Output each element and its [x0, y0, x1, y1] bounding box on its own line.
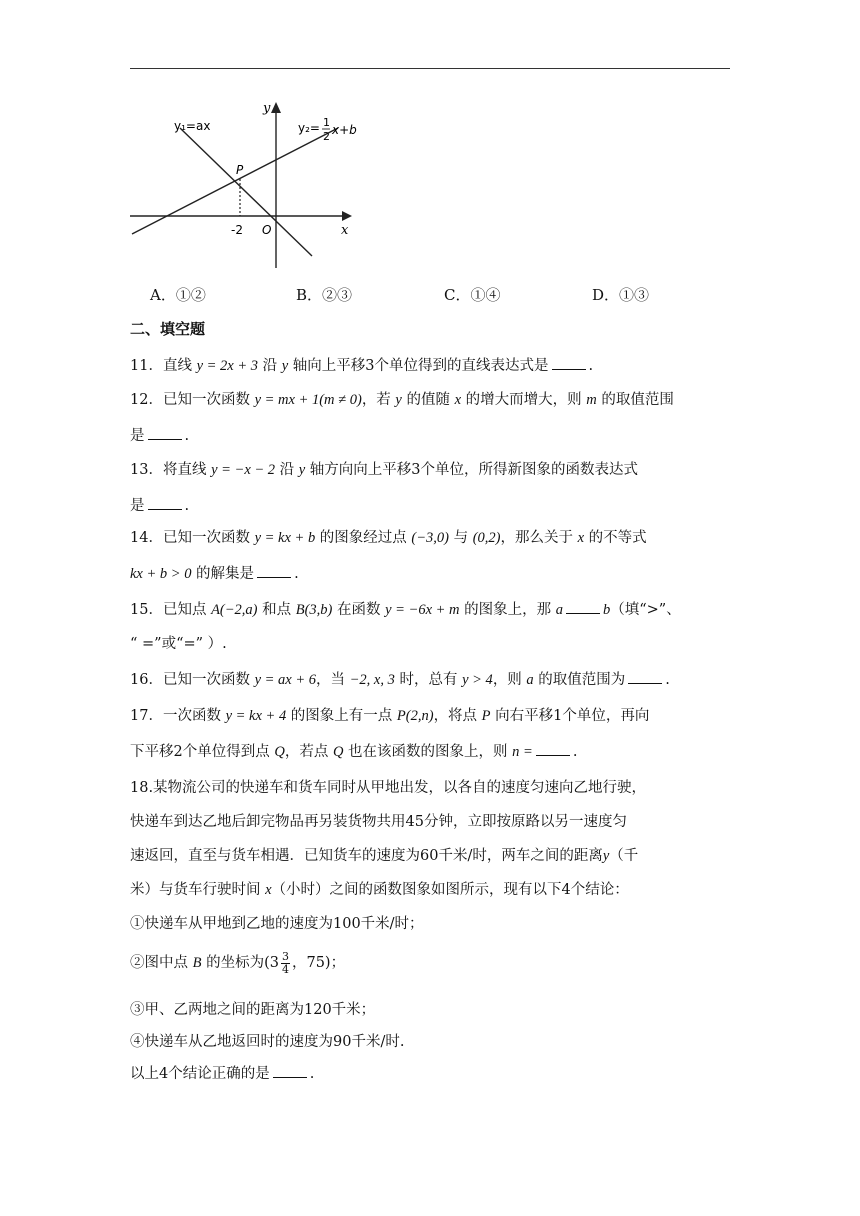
- choice-d[interactable]: D．①③: [592, 286, 650, 304]
- question-17-line-2: 下平移2个单位得到点 Q，若点 Q 也在该函数的图象上，则 n = .: [130, 744, 578, 760]
- y2-label-suffix: x+b: [332, 123, 357, 137]
- answer-blank[interactable]: [566, 601, 600, 614]
- question-14-line-2: kx + b > 0 的解集是 .: [130, 566, 299, 582]
- point-p-label: P: [236, 163, 244, 177]
- tick-neg2-label: -2: [231, 223, 243, 237]
- line-y2: [132, 128, 338, 234]
- choice-c[interactable]: C．①④: [444, 286, 501, 304]
- question-12-line-2: 是 .: [130, 428, 190, 444]
- choice-a[interactable]: A．①②: [150, 286, 206, 304]
- answer-choices: [0, 284, 860, 308]
- answer-blank[interactable]: [148, 427, 182, 440]
- question-15-line-2: “ =”或“=” ）.: [130, 636, 227, 652]
- x-axis-label: x: [341, 223, 349, 238]
- fraction-three-quarters: $\frac{3}{4}$: [281, 949, 289, 976]
- section-title: 二、填空题: [130, 320, 206, 338]
- function-graph: [126, 92, 366, 272]
- choice-b[interactable]: B．②③: [296, 286, 353, 304]
- y2-label-frac-num: 1: [323, 116, 330, 129]
- header-rule: [130, 68, 730, 69]
- y2-label-frac-den: 2: [323, 130, 330, 143]
- question-18-line-3: 速返回，直至与货车相遇．已知货车的速度为60千米/时，两车之间的距离y（千: [130, 848, 639, 864]
- question-15-line-1: 15．已知点 A(−2,a) 和点 B(3,b) 在函数 y = −6x + m 的图象上，那 a b（填“>”、: [130, 602, 681, 618]
- answer-blank[interactable]: [148, 497, 182, 510]
- y-axis-label: y: [263, 101, 271, 116]
- question-18-final: 以上4个结论正确的是 .: [130, 1066, 315, 1082]
- question-14-line-1: 14．已知一次函数 y = kx + b 的图象经过点 (−3,0) 与 (0,2)，那么关于 x 的不等式: [130, 530, 647, 546]
- answer-blank[interactable]: [552, 357, 586, 370]
- y2-label-prefix: y₂=: [298, 121, 320, 135]
- question-12-line-1: 12．已知一次函数 y = mx + 1(m ≠ 0)，若 y 的值随 x 的增大而增大，则 m 的取值范围: [130, 392, 674, 408]
- x-axis-arrow-icon: [342, 211, 352, 221]
- line-y1: [180, 128, 312, 256]
- conclusion-2: ②图中点 B 的坐标为(3 $\frac{3}{4}$ ，75)；: [130, 949, 346, 976]
- question-16: 16．已知一次函数 y = ax + 6，当 −2, x, 3 时，总有 y > 4，则 a 的取值范围为 .: [130, 672, 670, 688]
- answer-blank[interactable]: [257, 565, 291, 578]
- question-18-line-2: 快递车到达乙地后卸完物品再另装货物共用45分钟，立即按原路以另一速度匀: [130, 814, 627, 830]
- answer-blank[interactable]: [628, 671, 662, 684]
- question-13-line-2: 是 .: [130, 498, 190, 514]
- y1-label: y₁=ax: [174, 119, 211, 133]
- conclusion-1: ①快递车从甲地到乙地的速度为100千米/时；: [130, 916, 424, 932]
- conclusion-4: ④快递车从乙地返回时的速度为90千米/时.: [130, 1034, 405, 1050]
- answer-blank[interactable]: [536, 743, 570, 756]
- origin-label: O: [262, 223, 272, 237]
- question-13-line-1: 13．将直线 y = −x − 2 沿 y 轴方向向上平移3个单位，所得新图象的函数表达式: [130, 462, 639, 478]
- question-18-line-1: 18.某物流公司的快递车和货车同时从甲地出发，以各自的速度匀速向乙地行驶，: [130, 780, 647, 796]
- answer-blank[interactable]: [273, 1065, 307, 1078]
- question-18-line-4: 米）与货车行驶时间 x（小时）之间的函数图象如图所示，现有以下4个结论：: [130, 882, 629, 898]
- question-17-line-1: 17．一次函数 y = kx + 4 的图象上有一点 P(2,n)，将点 P 向右平移1个单位，再向: [130, 708, 650, 724]
- question-11: 11．直线 y = 2x + 3 沿 y 轴向上平移3个单位得到的直线表达式是 .: [130, 358, 594, 374]
- conclusion-3: ③甲、乙两地之间的距离为120千米；: [130, 1002, 376, 1018]
- y-axis-arrow-icon: [271, 102, 281, 113]
